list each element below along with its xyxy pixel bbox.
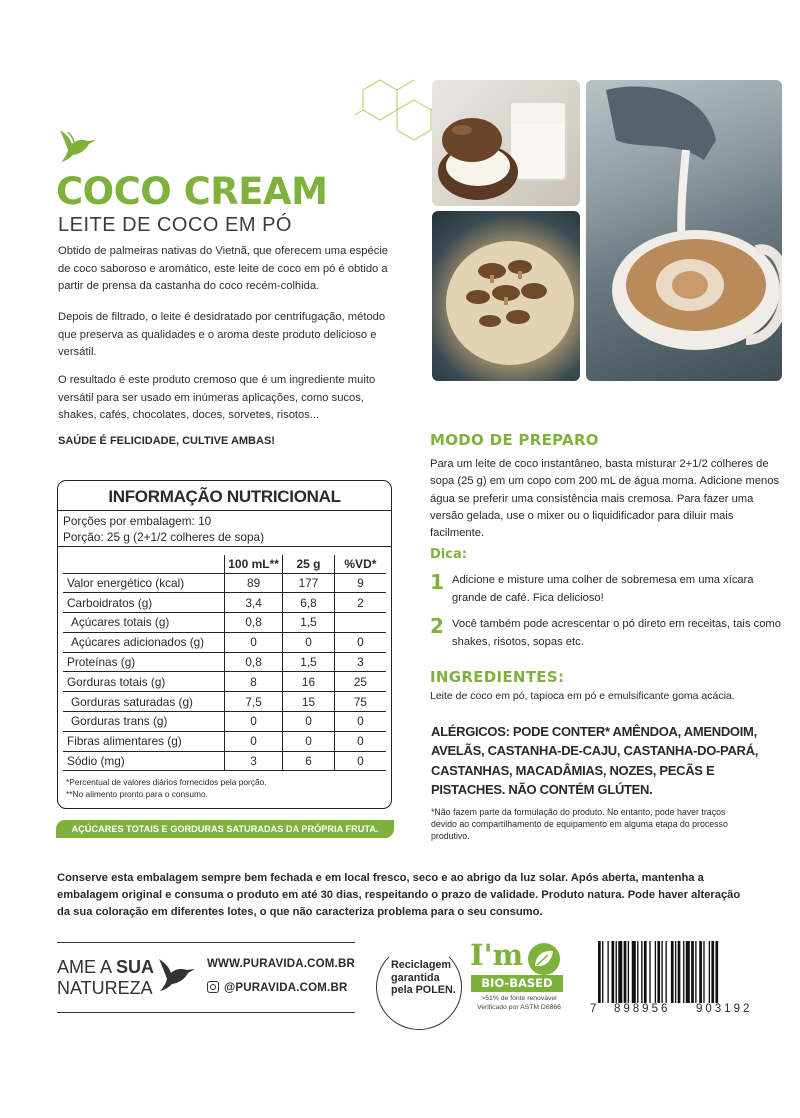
dica-text: Você também pode acrescentar o pó direto em receitas, tais como shakes, risotos, sopas etc. [452, 618, 781, 648]
coconut-milk-photo [432, 80, 580, 206]
biobased-badge: BIO-BASED [471, 975, 563, 992]
im-label: I'm [470, 938, 524, 972]
website-link[interactable]: WWW.PURAVIDA.COM.BR [207, 958, 355, 970]
dica-number: 1 [430, 570, 444, 594]
nutrient-value [334, 613, 386, 633]
nutrient-label: Fibras alimentares (g) [63, 731, 225, 751]
biobased-line: Verificado por ASTM D6866 [477, 1004, 561, 1011]
nutrient-label: Carboidratos (g) [63, 593, 225, 613]
table-row [63, 613, 386, 633]
nutrient-label: Gorduras trans (g) [63, 712, 225, 732]
dica-number: 2 [430, 614, 444, 638]
nutrient-value: 0 [283, 632, 335, 652]
divider [57, 1012, 355, 1013]
portion-size: Porção: 25 g (2+1/2 colheres de sopa) [63, 530, 265, 544]
description-paragraph-3: O resultado é este produto cremoso que é um ingrediente muito versátil para ser usado em inúmeras aplicações, como sucos, shakes, cafés, chocolates, doces, sorvetes, risotos... [58, 374, 376, 421]
preparo-title: MODO DE PREPARO [430, 431, 599, 449]
nutrient-label: Gorduras saturadas (g) [63, 692, 225, 712]
recycling-text [391, 959, 471, 997]
footnote-ready: **No alimento pronto para o consumo. [66, 789, 208, 800]
footnote-vd: *Percentual de valores diários fornecidos pela porção. [66, 777, 267, 788]
nutrient-value: 9 [334, 573, 386, 593]
nutrient-value: 16 [283, 672, 335, 692]
instagram-handle: @PURAVIDA.COM.BR [224, 982, 348, 994]
slogan-part: AME A [57, 957, 117, 977]
table-row [63, 731, 386, 751]
nutrient-value: 177 [283, 573, 335, 593]
recycling-line: pela POLEN. [391, 984, 456, 996]
table-row [63, 593, 386, 613]
barcode-digits: 7 [590, 1003, 597, 1015]
barcode-digits: 903192 [696, 1003, 753, 1015]
nutrient-label: Açúcares adicionados (g) [63, 632, 225, 652]
header-cell: %VD* [334, 555, 386, 573]
product-subtitle: LEITE DE COCO EM PÓ [58, 214, 292, 236]
nutrient-value: 3 [225, 751, 283, 771]
product-title: COCO CREAM [56, 170, 328, 213]
nutrition-footnotes [63, 776, 386, 800]
nutrient-value: 1,5 [283, 613, 335, 633]
instagram-icon [207, 981, 219, 993]
table-row [63, 652, 386, 672]
nutrient-label: Gorduras totais (g) [63, 672, 225, 692]
divider [57, 942, 355, 943]
risotto-photo [432, 211, 580, 381]
barcode-icon [588, 941, 768, 1011]
nutrient-value: 0 [225, 632, 283, 652]
nutrition-title: INFORMAÇÃO NUTRICIONAL [58, 487, 391, 511]
header-cell [63, 555, 225, 573]
preparo-text: Para um leite de coco instantâneo, basta misturar 2+1/2 colheres de sopa (25 g) em um copo com 200 mL de água morna. Adicione menos água se preferir uma consistência mais cremosa. Para fazer uma versão gelada, use o mixer ou o liquidificador para diluir mais facilmente. [430, 458, 780, 540]
motto: SAÚDE É FELICIDADE, CULTIVE AMBAS! [58, 435, 275, 447]
leaf-icon [526, 942, 562, 976]
description-paragraph-1: Obtido de palmeiras nativas do Vietnã, que oferecem uma espécie de coco saboroso e aromático, este leite de coco em pó é obtido a partir de prensa da castanha do coco recém-colhida. [58, 245, 389, 292]
nutrient-label: Açúcares totais (g) [63, 613, 225, 633]
table-row [63, 692, 386, 712]
hummingbird-logo-icon [56, 124, 98, 166]
nutrient-label: Proteínas (g) [63, 652, 225, 672]
dica-text: Adicione e misture uma colher de sobremesa em uma xícara grande de café. Fica delicioso! [452, 574, 754, 604]
nutrient-value: 0,8 [225, 613, 283, 633]
coffee-latte-photo [586, 80, 782, 381]
dica-item [430, 614, 785, 654]
barcode-digits: 898956 [614, 1003, 671, 1015]
slogan-bold: SUA [116, 957, 155, 977]
nutrient-value: 0 [334, 731, 386, 751]
nutrient-label: Valor energético (kcal) [63, 573, 225, 593]
nutrition-grid [63, 555, 386, 771]
dica-title: Dica: [430, 547, 467, 562]
nutrient-value: 15 [283, 692, 335, 712]
recycling-line: Reciclagem [391, 959, 452, 971]
nutrient-value: 89 [225, 573, 283, 593]
portions-info [58, 511, 391, 547]
table-row [63, 712, 386, 732]
nutrient-value: 0 [225, 712, 283, 732]
nutrient-value: 7,5 [225, 692, 283, 712]
nutrient-value: 6 [283, 751, 335, 771]
fruit-sugar-note: AÇÚCARES TOTAIS E GORDURAS SATURADAS DA PRÓPRIA FRUTA. [56, 820, 394, 838]
header-cell: 100 mL** [225, 555, 283, 573]
table-row [63, 751, 386, 771]
nutrient-value: 0 [225, 731, 283, 751]
slogan-part: NATUREZA [57, 978, 153, 998]
nutrient-value: 0 [334, 712, 386, 732]
nutrient-value: 3 [334, 652, 386, 672]
hummingbird-icon [155, 953, 197, 995]
nutrient-value: 1,5 [283, 652, 335, 672]
nutrient-value: 2 [334, 593, 386, 613]
recycling-line: garantida [391, 971, 440, 984]
nutrient-label: Sódio (mg) [63, 751, 225, 771]
nutrient-value: 8 [225, 672, 283, 692]
instagram-link[interactable] [207, 981, 347, 994]
nutrition-header-row [63, 555, 386, 573]
dica-item [430, 570, 785, 610]
description-paragraph-2: Depois de filtrado, o leite é desidratado por centrifugação, método que preserva as qualidades e o aroma deste produto delicioso e versátil. [58, 311, 386, 358]
nutrient-value: 0 [334, 751, 386, 771]
nutrient-value: 0 [334, 632, 386, 652]
header-cell: 25 g [283, 555, 335, 573]
nutrient-value: 0,8 [225, 652, 283, 672]
allergens-note: *Não fazem parte da formulação do produto. No entanto, pode haver traços devido ao compartilhamento de equipamento em alguma etapa do processo produtivo. [431, 807, 728, 841]
nutrient-value: 25 [334, 672, 386, 692]
biobased-subtitle [470, 994, 568, 1012]
nutrition-facts-table [57, 480, 392, 809]
biobased-line: >51% de fonte renovável [481, 995, 557, 1002]
nutrient-value: 0 [283, 731, 335, 751]
allergens-warning: ALÉRGICOS: PODE CONTER* AMÊNDOA, AMENDOIM, AVELÃS, CASTANHA-DE-CAJU, CASTANHA-DO-PARÁ, CASTANHAS, MACADÂMIAS, NOZES, PECÃS E PISTACHES. NÃO CONTÉM GLÚTEN. [431, 724, 759, 798]
portions-per-package: Porções por embalagem: 10 [63, 514, 212, 528]
table-row [63, 573, 386, 593]
slogan [57, 957, 154, 999]
table-row [63, 632, 386, 652]
nutrient-value: 3,4 [225, 593, 283, 613]
nutrient-value: 0 [283, 712, 335, 732]
ingredients-title: INGREDIENTES: [430, 668, 565, 686]
nutrient-value: 6,8 [283, 593, 335, 613]
storage-instructions: Conserve esta embalagem sempre bem fechada e em local fresco, seco e ao abrigo da luz solar. Após aberta, mantenha a embalagem original e consuma o produto em até 30 dias, respeitando o prazo de validade. Produto natura. Pode haver alteração da sua coloração em diferentes lotes, o que não caracteriza problema para o seu consumo. [57, 872, 741, 918]
nutrient-value: 75 [334, 692, 386, 712]
table-row [63, 672, 386, 692]
ingredients-text: Leite de coco em pó, tapioca em pó e emulsificante goma acácia. [430, 690, 735, 702]
